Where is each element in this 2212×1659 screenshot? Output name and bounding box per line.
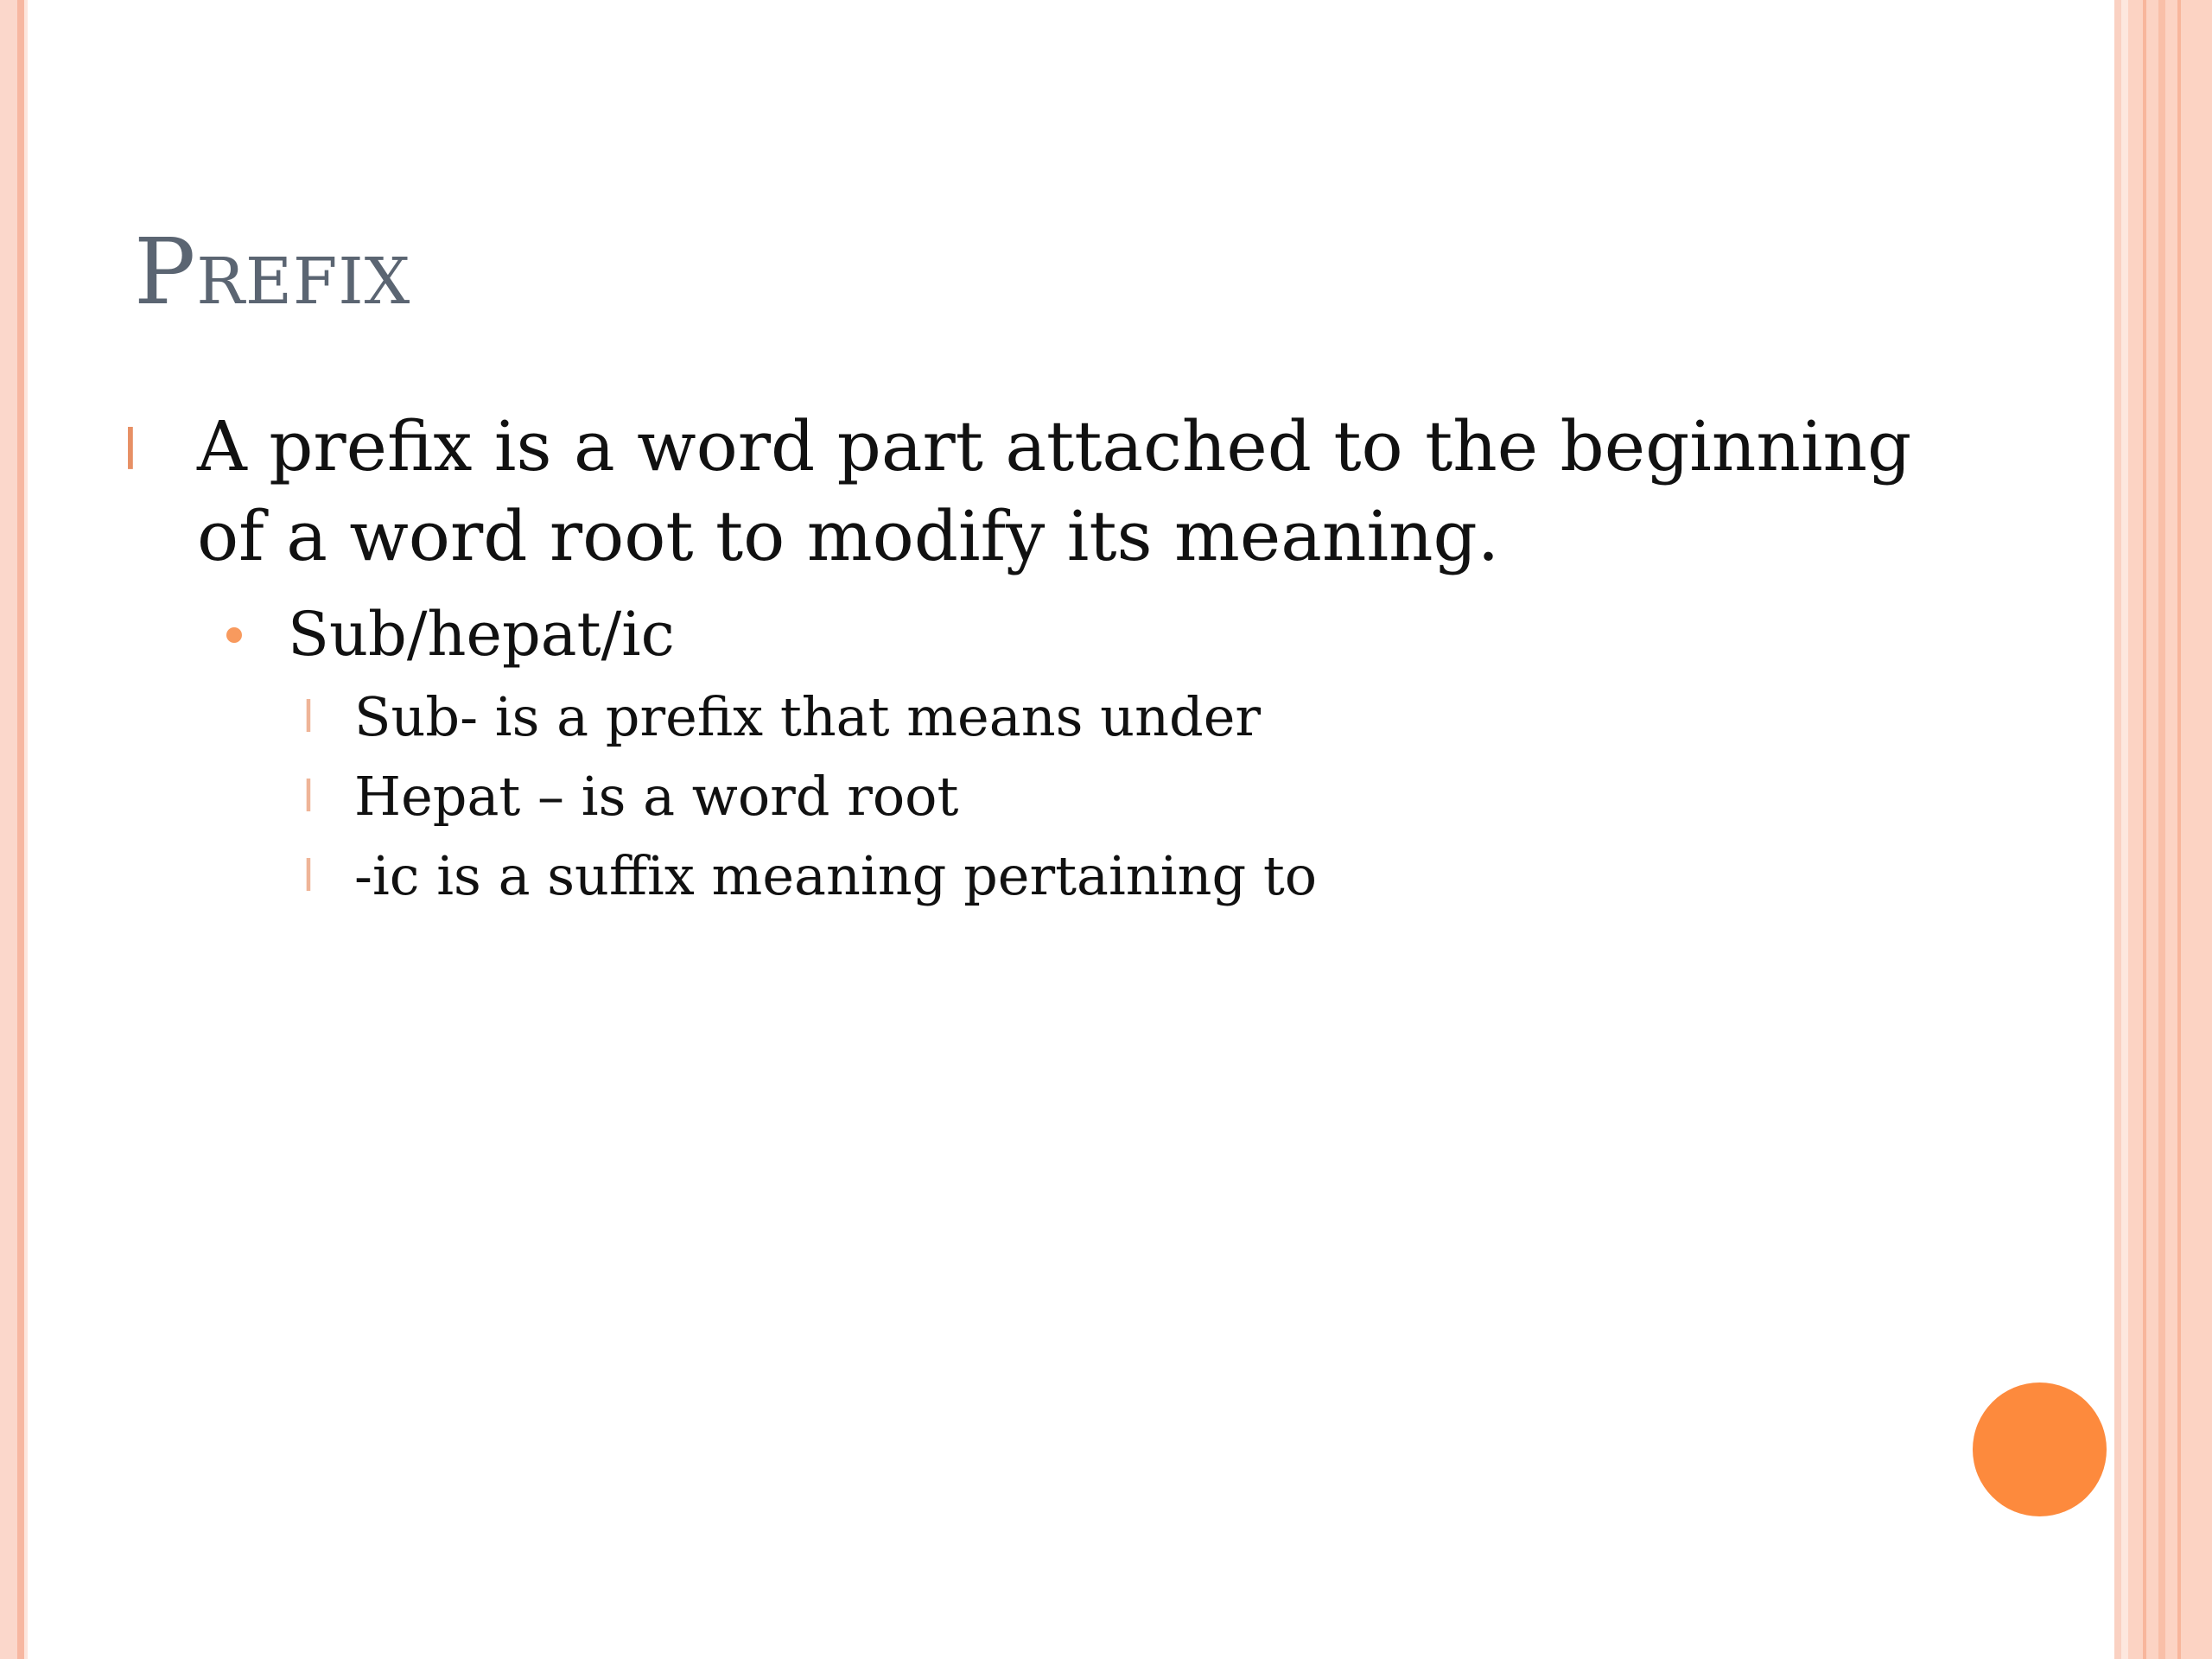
- bullet-level2-text: Sub/hepat/ic: [288, 599, 675, 670]
- bullet-level3-text-1: Sub- is a prefix that means under: [354, 685, 1262, 748]
- bullet-marker-level3-1: l: [302, 692, 315, 742]
- right-frame-line-a: [2143, 0, 2146, 1659]
- bullet-marker-level1: l: [123, 419, 138, 483]
- right-frame-line-c: [2177, 0, 2181, 1659]
- bullet-marker-level3-2: l: [302, 772, 315, 822]
- right-frame-highlight: [2121, 0, 2128, 1659]
- bullet-level3-text-2: Hepat – is a word root: [354, 765, 959, 828]
- left-frame-highlight: [24, 0, 28, 1659]
- right-frame-line-b: [2158, 0, 2165, 1659]
- bullet-level1-text: A prefix is a word part attached to the beginning of a word root to modify its meaning.: [197, 406, 1912, 576]
- slide-title: Prefix: [134, 219, 411, 325]
- left-frame-line: [17, 0, 24, 1659]
- orange-circle-decoration: [1973, 1382, 2107, 1516]
- left-frame-stripe: [0, 0, 17, 1659]
- bullet-dot-level2: [226, 627, 242, 643]
- right-frame-band: [2128, 0, 2212, 1659]
- bullet-marker-level3-3: l: [302, 851, 315, 901]
- bullet-level3-text-3: -ic is a suffix meaning pertaining to: [354, 844, 1318, 907]
- right-frame-stripe-outer: [2114, 0, 2121, 1659]
